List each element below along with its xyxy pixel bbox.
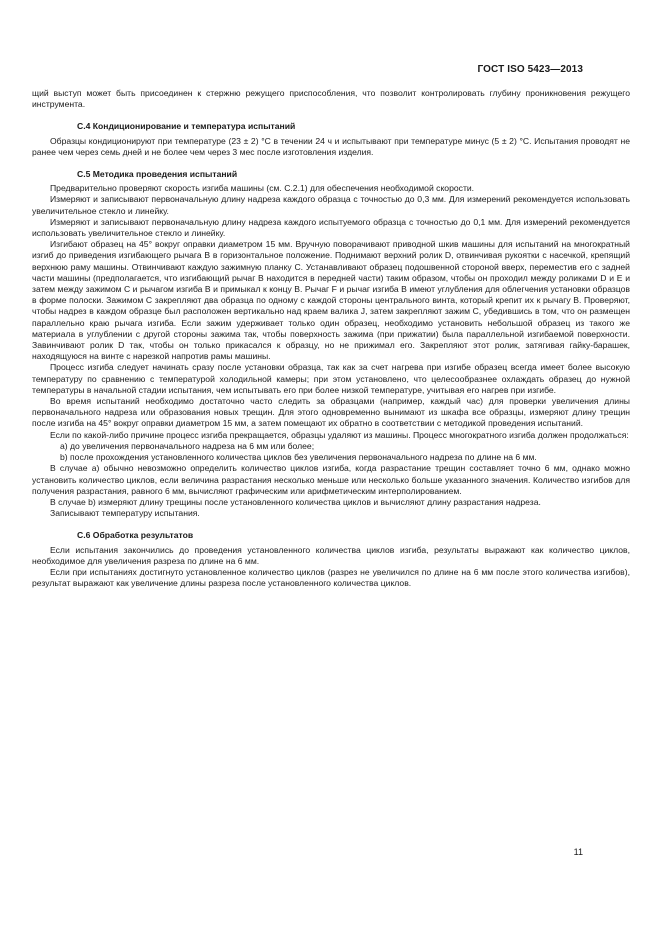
page-number: 11 (573, 847, 583, 857)
paragraph: Измеряют и записывают первоначальную длину надреза каждого испытуемого образца с точностью до 0,1 мм. Для измерений рекомендуется использовать увеличительное стекло и линейку. (32, 216, 630, 239)
section-c4-title: C.4 Кондиционирование и температура испытаний (77, 121, 296, 132)
paragraph: В случае b) измеряют длину трещины после установленного количества циклов и вычисляют длину разрастания надреза. (50, 496, 541, 507)
paragraph: Образцы кондиционируют при температуре (23 ± 2) °С в течении 24 ч и испытывают при температуре минус (5 ± 2) °С. Испытания проводят не ранее чем через семь дней и не более чем через 3 мес после изготовления изделия. (32, 135, 630, 157)
document-body (32, 88, 630, 589)
intro-paragraph: щий выступ может быть присоединен к стержню режущего приспособления, что позволит контролировать глубину проникновения режущего инструмента. (32, 88, 630, 110)
paragraph: Записывают температуру испытания. (50, 508, 200, 519)
paragraph: Предварительно проверяют скорость изгиба машины (см. С.2.1) для обеспечения необходимой скорости. (50, 183, 475, 194)
paragraph: Измеряют и записывают первоначальную длину надреза каждого образца с точностью до 0,3 мм. Для измерений рекомендуется использовать увеличительное стекло и линейку. (32, 194, 630, 216)
section-c5-title: C.5 Методика проведения испытаний (77, 169, 238, 180)
list-item: a) до увеличения первоначального надреза на 6 мм или более; (60, 440, 315, 451)
paragraph: В случае а) обычно невозможно определить количество циклов изгиба, когда разрастание трещин составляет точно 6 мм, однако можно установить количество циклов, если величина разрастания несколько меньше или несколько больше указанного значения. Количество изгибов для получения разрастания, равного 6 мм, вычисляют графическим или арифметическим интерполированием. (32, 463, 630, 496)
section-c6-title: C.6 Обработка результатов (77, 530, 194, 541)
standard-id: ГОСТ ISO 5423—2013 (477, 64, 583, 75)
paragraph: Процесс изгиба следует начинать сразу после установки образца, так как за счет нагрева при изгибе образец всегда имеет более высокую температуру по сравнению с температурой холодильной камеры; при этом установлено, что целесообразнее охлаждать образец до нужной температуры в начальной стадии испытания, чем испытывать его при более низкой температуре, учитывая его нагрев при изгибе. (32, 362, 630, 395)
paragraph: Если при испытаниях достигнуто установленное количество циклов (разрез не увеличился по длине на 6 мм после этого количества изгибов), результат выражают как увеличение длины разреза после установленного количества циклов. (32, 566, 630, 589)
paragraph: Во время испытаний необходимо достаточно часто следить за образцами (например, каждый час) для проверки увеличения длины первоначального надреза или образования новых трещин. Для этого одновременно вынимают из шкафа все образцы, измеряют длину трещин после изгиба на 45° вокруг оправки диаметром 15 мм, а затем помещают их обратно в соответствии с методикой проведения испытаний. (32, 396, 630, 429)
list-item: b) после прохождения установленного количества циклов без увеличения первоначального надреза по длине на 6 мм. (60, 452, 537, 463)
paragraph: Если испытания закончились до проведения установленного количества циклов изгиба, результаты выражают как количество циклов, необходимое для увеличения разреза по длине на 6 мм. (32, 544, 630, 566)
paragraph: Если по какой-либо причине процесс изгиба прекращается, образцы удаляют из машины. Процесс многократного изгиба должен продолжаться: (50, 429, 629, 440)
paragraph: Изгибают образец на 45° вокруг оправки диаметром 15 мм. Вручную поворачивают приводной шкив машины для испытаний на многократный изгиб до приведения изгибающего рычага В в горизонтальное положение. Поднимают верхний ролик D, отвинчивая рукоятки с насечкой, крепящий верхнюю раму машины. Отвинчивают каждую зажимную планку С. Устанавливают образец подошвенной стороной вверх, переместив его с задней части машины (предполагается, что изгибающий рычаг В находится в передней части) таким образом, чтобы он проходил между роликами D и Е и затем между зажимом С и рычагом изгиба В и примыкал к концу В. Рычаг F и рычаг изгиба В имеют углубления для облегчения установки образцов в форме полоски. Зажимом С закрепляют два образца по одному с каждой стороны центрального винта, который крепит их к рычагу В. Проверяют, чтобы надрез в каждом образце был расположен вертикально над краем валика J, затем закрепляют зажим С, убедившись в том, что он размещен параллельно краю рычага изгиба. Если зажим удерживает только один образец, необходимо установить небольшой образец из такого же материала в углублении с другой стороны зажима так, чтобы поверхность зажима (при прижатии) была параллельной изгибаемой поверхности. Завинчивают ролик D так, чтобы он только прикасался к образцу, но не прижимал его. Закрепляют этот ролик, затягивая гайку-барашек, находящуюся на винте с нарезкой напротив рамы машины. (32, 239, 630, 362)
